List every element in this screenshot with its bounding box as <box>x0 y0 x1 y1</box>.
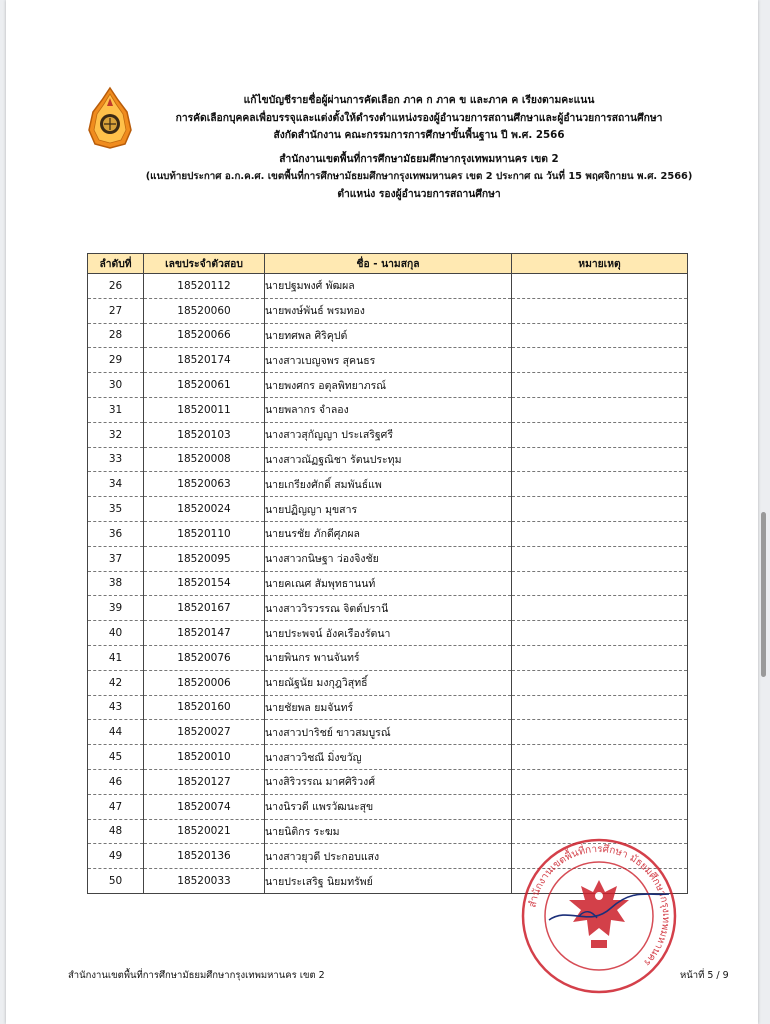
table-row <box>88 323 688 348</box>
cell-exam-id: 18520006 <box>144 670 265 695</box>
cell-exam-id: 18520011 <box>144 397 265 422</box>
table-row <box>88 472 688 497</box>
table-row <box>88 373 688 398</box>
cell-name: นางสาวเบญจพร สุคนธร <box>265 348 512 373</box>
header-announcement-ref: (แนบท้ายประกาศ อ.ก.ค.ศ. เขตพื้นที่การศึกษามัธยมศึกษากรุงเทพมหานคร เขต 2 ประกาศ ณ วันที่ 15 พฤศจิกายน พ.ศ. 2566) <box>145 171 693 182</box>
cell-name: นางสาววิรวรรณ จิตต์ปรานี <box>265 596 512 621</box>
cell-name: นายพงษ์พันธ์ พรมทอง <box>265 298 512 323</box>
cell-note <box>512 769 688 794</box>
cell-exam-id: 18520061 <box>144 373 265 398</box>
col-header-exam-id: เลขประจำตัวสอบ <box>144 254 265 274</box>
cell-name: นายนรชัย ภักดีศุภผล <box>265 521 512 546</box>
cell-order: 28 <box>88 323 144 348</box>
cell-exam-id: 18520027 <box>144 720 265 745</box>
cell-exam-id: 18520103 <box>144 422 265 447</box>
cell-note <box>512 373 688 398</box>
cell-order: 32 <box>88 422 144 447</box>
cell-order: 29 <box>88 348 144 373</box>
cell-order: 47 <box>88 794 144 819</box>
table-row <box>88 645 688 670</box>
cell-exam-id: 18520010 <box>144 745 265 770</box>
table-row <box>88 571 688 596</box>
cell-exam-id: 18520076 <box>144 645 265 670</box>
table-row <box>88 274 688 299</box>
col-header-name: ชื่อ - นามสกุล <box>265 254 512 274</box>
cell-note <box>512 298 688 323</box>
cell-note <box>512 546 688 571</box>
cell-exam-id: 18520112 <box>144 274 265 299</box>
page-number: หน้าที่ 5 / 9 <box>680 970 729 981</box>
document-page <box>6 0 758 1024</box>
cell-note <box>512 472 688 497</box>
header-agency: สังกัดสำนักงาน คณะกรรมการการศึกษาขั้นพื้นฐาน ปี พ.ศ. 2566 <box>273 129 565 141</box>
table-row <box>88 794 688 819</box>
table-row <box>88 521 688 546</box>
table-row <box>88 497 688 522</box>
scrollbar-thumb[interactable] <box>761 512 766 677</box>
table-row <box>88 422 688 447</box>
cell-order: 37 <box>88 546 144 571</box>
cell-name: นางสาวยุวดี ประกอบแสง <box>265 844 512 869</box>
cell-note <box>512 447 688 472</box>
cell-exam-id: 18520008 <box>144 447 265 472</box>
cell-order: 38 <box>88 571 144 596</box>
cell-name: นายปฏิญญา มุขสาร <box>265 497 512 522</box>
cell-note <box>512 670 688 695</box>
cell-exam-id: 18520136 <box>144 844 265 869</box>
cell-exam-id: 18520174 <box>144 348 265 373</box>
cell-note <box>512 274 688 299</box>
cell-note <box>512 794 688 819</box>
table-row <box>88 769 688 794</box>
header-position: ตำแหน่ง รองผู้อำนวยการสถานศึกษา <box>337 187 501 200</box>
office-emblem-logo <box>85 86 135 150</box>
cell-order: 36 <box>88 521 144 546</box>
cell-order: 34 <box>88 472 144 497</box>
table-row <box>88 298 688 323</box>
cell-order: 45 <box>88 745 144 770</box>
cell-name: นายคเณศ สัมพุทธานนท์ <box>265 571 512 596</box>
cell-name: นางสาววิชณี มิ่งขวัญ <box>265 745 512 770</box>
cell-exam-id: 18520024 <box>144 497 265 522</box>
cell-note <box>512 745 688 770</box>
footer-org: สำนักงานเขตพื้นที่การศึกษามัธยมศึกษากรุงเทพมหานคร เขต 2 <box>68 970 325 981</box>
cell-order: 46 <box>88 769 144 794</box>
header-title: แก้ไขบัญชีรายชื่อผู้ผ่านการคัดเลือก ภาค ก ภาค ข และภาค ค เรียงตามคะแนน <box>243 94 595 106</box>
table-row <box>88 670 688 695</box>
cell-name: นางสาวสุกัญญา ประเสริฐศรี <box>265 422 512 447</box>
cell-name: นายเกรียงศักดิ์ สมพันธ์แพ <box>265 472 512 497</box>
cell-exam-id: 18520063 <box>144 472 265 497</box>
cell-exam-id: 18520066 <box>144 323 265 348</box>
cell-order: 50 <box>88 869 144 894</box>
cell-note <box>512 621 688 646</box>
cell-order: 41 <box>88 645 144 670</box>
cell-note <box>512 521 688 546</box>
cell-name: นางสาวกนิษฐา ว่องจิงชัย <box>265 546 512 571</box>
cell-exam-id: 18520110 <box>144 521 265 546</box>
cell-exam-id: 18520060 <box>144 298 265 323</box>
table-header-row <box>88 254 688 274</box>
cell-order: 44 <box>88 720 144 745</box>
cell-order: 39 <box>88 596 144 621</box>
cell-note <box>512 695 688 720</box>
cell-order: 49 <box>88 844 144 869</box>
table-row <box>88 621 688 646</box>
col-header-order: ลำดับที่ <box>88 254 144 274</box>
cell-name: นายประพจน์ อังคเรืองรัตนา <box>265 621 512 646</box>
header-subtitle: การคัดเลือกบุคคลเพื่อบรรจุและแต่งตั้งให้ดำรงตำแหน่งรองผู้อำนวยการสถานศึกษาและผู้อำนวยการสถานศึกษา <box>175 111 663 124</box>
table-row <box>88 348 688 373</box>
cell-exam-id: 18520167 <box>144 596 265 621</box>
table-row <box>88 695 688 720</box>
cell-name: นายประเสริฐ นิยมทรัพย์ <box>265 869 512 894</box>
cell-exam-id: 18520127 <box>144 769 265 794</box>
header-office: สำนักงานเขตพื้นที่การศึกษามัธยมศึกษากรุงเทพมหานคร เขต 2 <box>279 152 559 165</box>
cell-note <box>512 348 688 373</box>
cell-name: นางนิรวดี แพรวัฒนะสุข <box>265 794 512 819</box>
table-row <box>88 720 688 745</box>
cell-order: 26 <box>88 274 144 299</box>
document-header <box>136 92 702 203</box>
cell-order: 42 <box>88 670 144 695</box>
cell-note <box>512 397 688 422</box>
cell-order: 30 <box>88 373 144 398</box>
cell-order: 33 <box>88 447 144 472</box>
cell-exam-id: 18520021 <box>144 819 265 844</box>
candidate-table <box>87 253 688 894</box>
table-row <box>88 397 688 422</box>
cell-name: นางสาวปาริชย์ ขาวสมบูรณ์ <box>265 720 512 745</box>
cell-note <box>512 497 688 522</box>
cell-name: นายชัยพล ยมจันทร์ <box>265 695 512 720</box>
cell-exam-id: 18520147 <box>144 621 265 646</box>
cell-name: นายพงศกร อตุลพิทยาภรณ์ <box>265 373 512 398</box>
cell-note <box>512 596 688 621</box>
cell-name: นายพินกร พานจันทร์ <box>265 645 512 670</box>
table-row <box>88 546 688 571</box>
cell-note <box>512 323 688 348</box>
cell-exam-id: 18520033 <box>144 869 265 894</box>
table-row <box>88 745 688 770</box>
cell-name: นายณัฐนัย มงกุฎวิสุทธิ์ <box>265 670 512 695</box>
cell-name: นายนิติกร ระฆม <box>265 819 512 844</box>
cell-name: นางสาวณัฏฐณิชา รัตนประทุม <box>265 447 512 472</box>
cell-order: 35 <box>88 497 144 522</box>
cell-note <box>512 422 688 447</box>
cell-exam-id: 18520074 <box>144 794 265 819</box>
cell-name: นางสิริวรรณ มาศศิริวงศ์ <box>265 769 512 794</box>
cell-order: 48 <box>88 819 144 844</box>
cell-name: นายปฐมพงศ์ พัฒผล <box>265 274 512 299</box>
cell-order: 43 <box>88 695 144 720</box>
official-seal-stamp <box>519 836 679 996</box>
seal-text: สำนักงานเขตพื้นที่การศึกษา มัธยมศึกษากรุงเทพมหานคร <box>527 843 672 968</box>
cell-name: นายทศพล ศิริคุปต์ <box>265 323 512 348</box>
cell-exam-id: 18520160 <box>144 695 265 720</box>
cell-note <box>512 571 688 596</box>
cell-exam-id: 18520095 <box>144 546 265 571</box>
cell-note <box>512 720 688 745</box>
cell-exam-id: 18520154 <box>144 571 265 596</box>
cell-order: 31 <box>88 397 144 422</box>
table-row <box>88 596 688 621</box>
cell-order: 40 <box>88 621 144 646</box>
cell-name: นายพลากร จำลอง <box>265 397 512 422</box>
cell-order: 27 <box>88 298 144 323</box>
cell-note <box>512 645 688 670</box>
table-row <box>88 447 688 472</box>
col-header-note: หมายเหตุ <box>512 254 688 274</box>
